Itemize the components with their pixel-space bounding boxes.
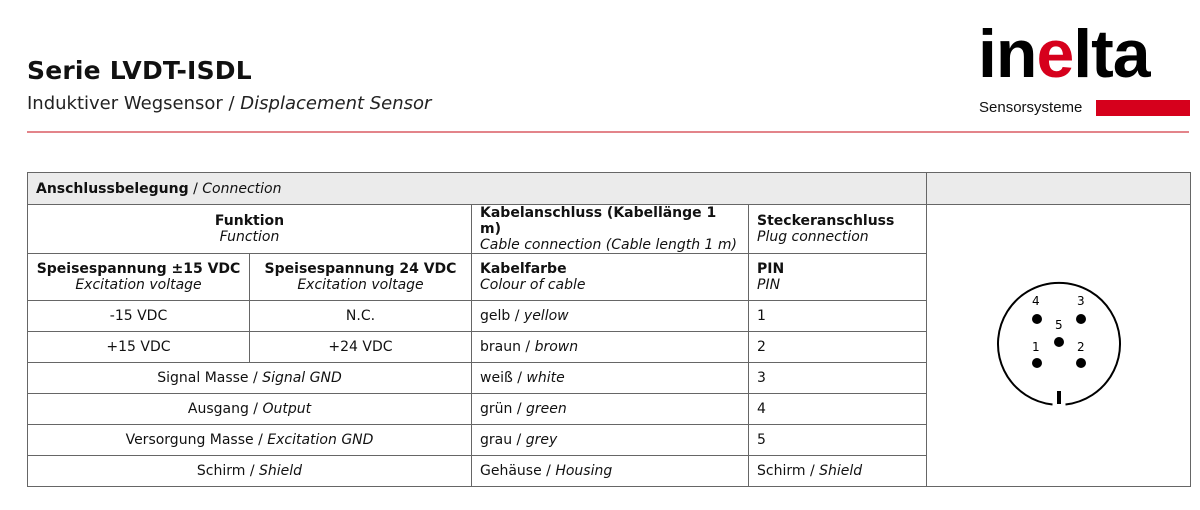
page-title: Serie LVDT-ISDL [27,56,252,85]
cell-cable-color: braun / brown [472,332,749,363]
cell-cable-color: weiß / white [472,363,749,394]
col-15-header-de: Speisespannung ±15 VDC [36,261,241,277]
pin-5-dot [1054,337,1064,347]
cable-color-de: grün [480,401,513,417]
logo-word-pre: in [978,16,1037,92]
stecker-header [749,205,927,254]
group-header-row [28,205,1191,254]
col-farbe-header [472,254,749,301]
logo-red-bar [1096,100,1190,116]
cable-color-de: Gehäuse [480,463,542,479]
connector-pinout-cell [927,205,1191,487]
pin-4-label: 4 [1031,293,1040,308]
table-section-header [28,173,1191,205]
cell-pin: Schirm / Shield [749,456,927,487]
pin-3-label: 3 [1076,293,1085,308]
stecker-header-de: Steckeranschluss [757,213,895,229]
pin-1-label: 1 [1031,339,1040,354]
cell-cable-color: grün / green [472,394,749,425]
cell-pin: 5 [749,425,927,456]
cell-v24: N.C. [250,301,472,332]
cell-pin: 4 [749,394,927,425]
connector-pinout-diagram [989,274,1129,414]
col-15-header [28,254,250,301]
kabel-header [472,205,749,254]
function-de: Ausgang [187,401,249,417]
pin-2-dot [1076,358,1086,368]
section-title-en: Connection [202,180,282,197]
cell-v15: +15 VDC [28,332,250,363]
inelta-logo [978,16,1190,120]
section-title-empty-cell [927,173,1191,205]
cell-cable-color: grau / grey [472,425,749,456]
cable-color-en: brown [534,339,579,355]
section-title-cell [28,173,927,205]
cable-color-de: weiß [480,370,513,386]
cell-function: Schirm / Shield [28,456,472,487]
col-farbe-header-de: Kabelfarbe [480,261,567,277]
logo-tagline: Sensorsysteme [979,99,1083,116]
cell-cable-color: gelb / yellow [472,301,749,332]
col-pin-header [749,254,927,301]
kabel-header-en: Cable connection (Cable length 1 m) [480,237,737,253]
connection-table [27,172,1191,487]
cable-color-en: green [526,401,567,417]
cell-pin: 2 [749,332,927,363]
pin-3-dot [1076,314,1086,324]
pin-de: Schirm [757,463,806,479]
function-de: Signal Masse [157,370,249,386]
page-subtitle [27,93,431,114]
cable-color-en: yellow [523,308,569,324]
col-15-header-en: Excitation voltage [75,277,202,293]
funktion-header-en: Function [219,229,280,245]
col-24-header-en: Excitation voltage [297,277,424,293]
function-en: Excitation GND [267,432,374,448]
col-24-header-de: Speisespannung 24 VDC [264,261,457,277]
cable-color-de: gelb [480,308,511,324]
funktion-header-de: Funktion [214,213,285,229]
cell-function: Signal Masse / Signal GND [28,363,472,394]
pin-2-label: 2 [1076,339,1085,354]
logo-wordmark [978,16,1150,92]
function-de: Schirm [196,463,246,479]
cell-pin: 1 [749,301,927,332]
subtitle-de: Induktiver Wegsensor [27,93,223,114]
function-en: Signal GND [262,370,342,386]
section-title-separator: / [188,180,203,197]
function-en: Output [262,401,312,417]
pin-4-dot [1032,314,1042,324]
logo-word-post: lta [1073,16,1150,92]
kabel-header-de: Kabelanschluss (Kabellänge 1 m) [480,205,717,237]
pin-en: Shield [819,463,863,479]
col-pin-header-en: PIN [757,277,781,293]
section-title-de: Anschlussbelegung [36,180,189,197]
cell-cable-color: Gehäuse / Housing [472,456,749,487]
pin-5-label: 5 [1054,317,1063,332]
cell-function: Ausgang / Output [28,394,472,425]
cell-v15: -15 VDC [28,301,250,332]
cell-pin: 3 [749,363,927,394]
col-farbe-header-en: Colour of cable [480,277,586,293]
subtitle-separator: / [222,93,241,114]
cable-color-en: Housing [555,463,613,479]
cable-color-de: grau [480,432,513,448]
subtitle-en: Displacement Sensor [240,93,432,114]
cable-color-en: white [526,370,565,386]
col-24-header [250,254,472,301]
logo-word-e: e [1036,16,1074,92]
col-pin-header-de: PIN [757,261,785,277]
pin-1-dot [1032,358,1042,368]
cell-function: Versorgung Masse / Excitation GND [28,425,472,456]
cell-v24: +24 VDC [250,332,472,363]
funktion-header [28,205,472,254]
cable-color-en: grey [525,432,558,448]
function-de: Versorgung Masse [125,432,254,448]
stecker-header-en: Plug connection [757,229,869,245]
function-en: Shield [259,463,303,479]
header-divider [27,131,1189,133]
cable-color-de: braun [480,339,521,355]
